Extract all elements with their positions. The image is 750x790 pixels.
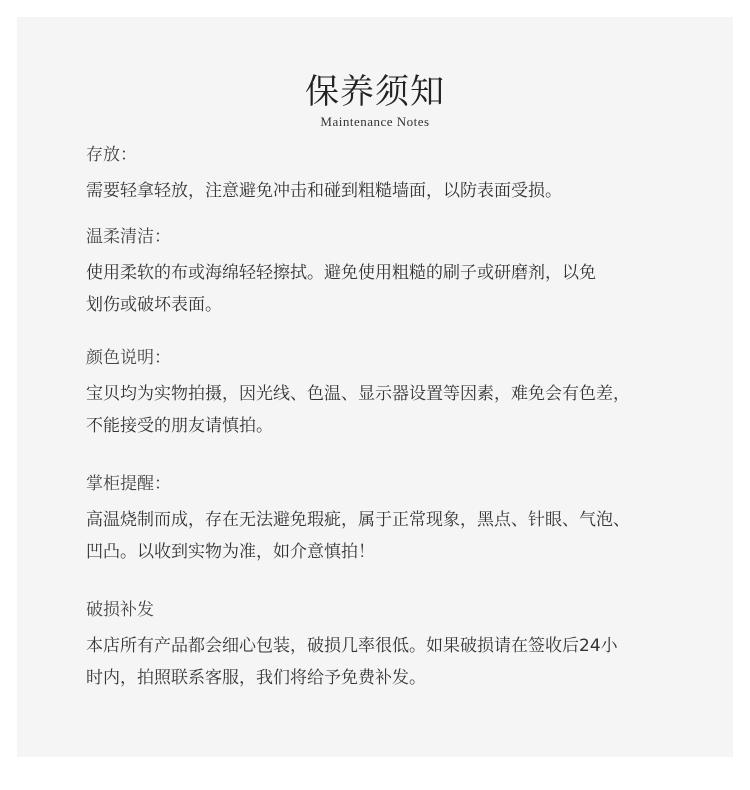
body-line: 使用柔软的布或海绵轻轻擦拭。避免使用粗糙的刷子或研磨剂，以免 [86,263,596,283]
section-body [86,257,686,321]
section-heading: 掌柜提醒： [86,474,171,494]
section-damage-replacement [86,596,686,694]
section-heading: 温柔清洁： [86,227,171,247]
body-line: 宝贝均为实物拍摄，因光线、色温、显示器设置等因素，难免会有色差， [86,384,630,404]
body-line: 不能接受的朋友请慎拍。 [86,416,273,436]
body-line: 凹凸。以收到实物为准，如介意慎拍！ [86,542,375,562]
section-body [86,175,686,207]
section-cleaning [86,223,686,321]
section-body [86,630,686,694]
body-line: 需要轻拿轻放，注意避免冲击和碰到粗糙墙面，以防表面受损。 [86,181,562,201]
section-storage [86,141,686,207]
body-line: 本店所有产品都会细心包装，破损几率很低。如果破损请在签收后24小 [86,636,618,656]
section-heading: 破损补发 [86,600,154,620]
section-shopkeeper-reminder [86,470,686,568]
section-heading: 存放： [86,145,137,165]
body-line: 划伤或破坏表面。 [86,295,222,315]
page-subtitle: Maintenance Notes [320,114,430,129]
section-color-note [86,344,686,442]
body-line: 高温烧制而成，存在无法避免瑕疵，属于正常现象，黑点、针眼、气泡、 [86,510,630,530]
section-heading: 颜色说明： [86,348,171,368]
section-body [86,504,686,568]
section-body [86,378,686,442]
page-title: 保养须知 [305,72,445,112]
body-line: 时内，拍照联系客服，我们将给予免费补发。 [86,668,426,688]
